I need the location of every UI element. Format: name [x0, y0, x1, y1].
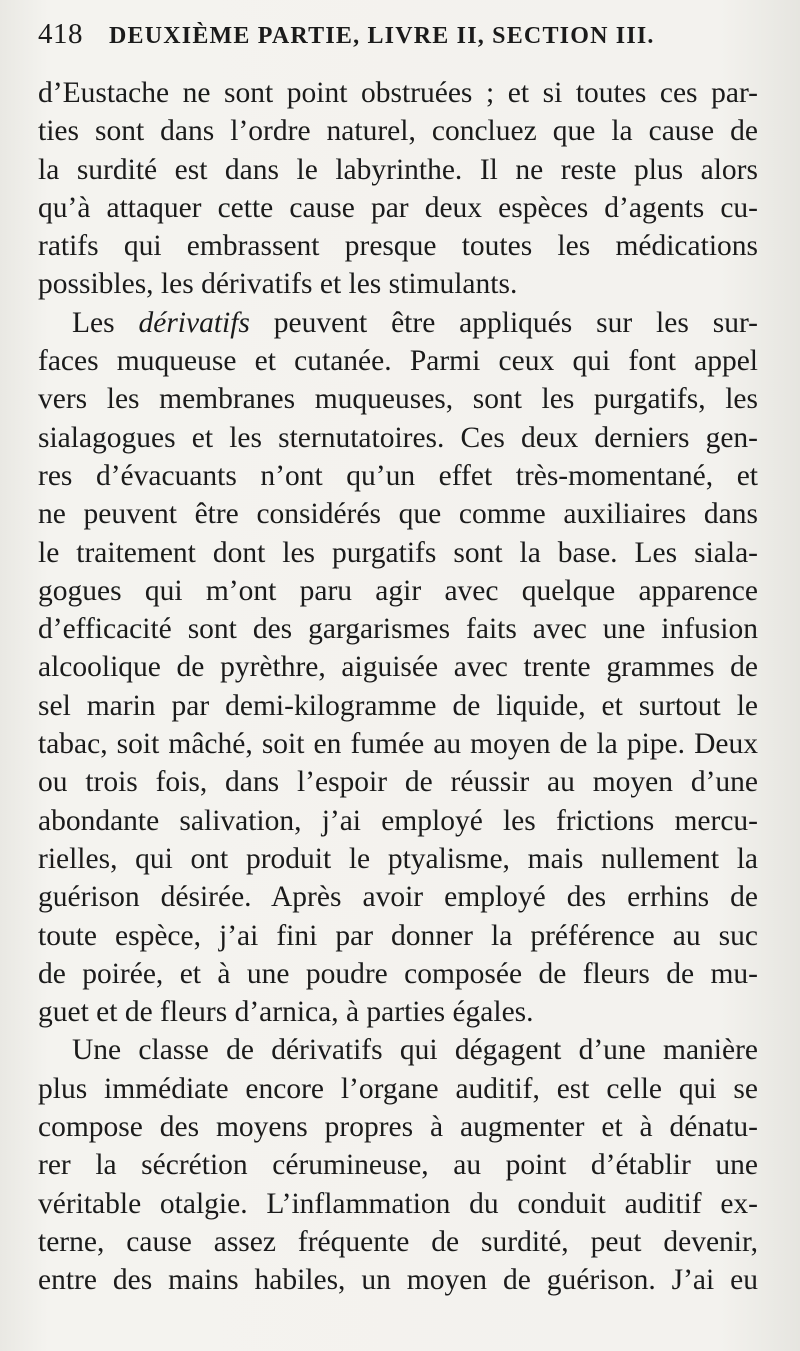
text-line: faces muqueuse et cutanée. Parmi ceux qui font appel [38, 345, 758, 378]
text-word: peuvent être appliqués sur les sur- [249, 306, 758, 339]
text-line: sel marin par demi-kilogramme de liquide, et surtout le [38, 689, 758, 722]
text-line: toute espèce, j’ai fini par donner la préférence au suc [38, 919, 758, 952]
text-line: sialagogues et les sternutatoires. Ces deux derniers gen- [38, 421, 758, 454]
text-line-with-italic [38, 304, 758, 342]
text-line: rer la sécrétion cérumineuse, au point d’établir une [38, 1149, 758, 1182]
text-line: tabac, soit mâché, soit en fumée au moyen de la pipe. Deux [38, 728, 758, 761]
page-number: 418 [38, 18, 83, 50]
text-line: gogues qui m’ont paru agir avec quelque apparence [38, 574, 758, 607]
text-line: plus immédiate encore l’organe auditif, est celle qui se [38, 1072, 758, 1105]
text-line: guérison désirée. Après avoir employé des errhins de [38, 881, 758, 914]
text-line: le traitement dont les purgatifs sont la base. Les siala- [38, 536, 758, 569]
text-line: terne, cause assez fréquente de surdité, peut devenir, [38, 1225, 758, 1258]
body-text [38, 74, 758, 1300]
page-header [38, 18, 758, 62]
text-line: rielles, qui ont produit le ptyalisme, mais nullement la [38, 842, 758, 875]
text-line: la surdité est dans le labyrinthe. Il ne reste plus alors [38, 153, 758, 186]
paragraph-3 [38, 1031, 758, 1299]
text-line: vers les membranes muqueuses, sont les purgatifs, les [38, 383, 758, 416]
text-line: de poirée, et à une poudre composée de fleurs de mu- [38, 957, 758, 990]
text-line: entre des mains habiles, un moyen de guérison. J’ai eu [38, 1264, 758, 1297]
text-line: Une classe de dérivatifs qui dégagent d’une manière [72, 1034, 758, 1067]
paragraph-2 [38, 304, 758, 1032]
text-line: ratifs qui embrassent presque toutes les médications [38, 230, 758, 263]
text-line: qu’à attaquer cette cause par deux espèces d’agents cu- [38, 191, 758, 224]
paragraph-1 [38, 74, 758, 304]
text-line: possibles, les dérivatifs et les stimulants. [38, 268, 518, 301]
text-line: ties sont dans l’ordre naturel, concluez que la cause de [38, 115, 758, 148]
running-head: DEUXIÈME PARTIE, LIVRE II, SECTION III. [109, 23, 655, 49]
italic-term: dérivatifs [138, 306, 250, 339]
text-line: véritable otalgie. L’inflammation du conduit auditif ex- [38, 1187, 758, 1220]
text-word: Les [72, 306, 139, 339]
text-line: alcoolique de pyrèthre, aiguisée avec trente grammes de [38, 651, 758, 684]
text-line: d’efficacité sont des gargarismes faits avec une infusion [38, 613, 758, 646]
text-line: ne peuvent être considérés que comme auxiliaires dans [38, 498, 758, 531]
text-line: d’Eustache ne sont point obstruées ; et si toutes ces par- [38, 77, 758, 109]
text-line: guet et de fleurs d’arnica, à parties égales. [38, 996, 534, 1029]
text-line: res d’évacuants n’ont qu’un effet très-momentané, et [38, 459, 758, 492]
text-line: compose des moyens propres à augmenter et à dénatu- [38, 1111, 758, 1144]
text-line: abondante salivation, j’ai employé les frictions mercu- [38, 804, 758, 837]
text-line: ou trois fois, dans l’espoir de réussir au moyen d’une [38, 766, 758, 799]
